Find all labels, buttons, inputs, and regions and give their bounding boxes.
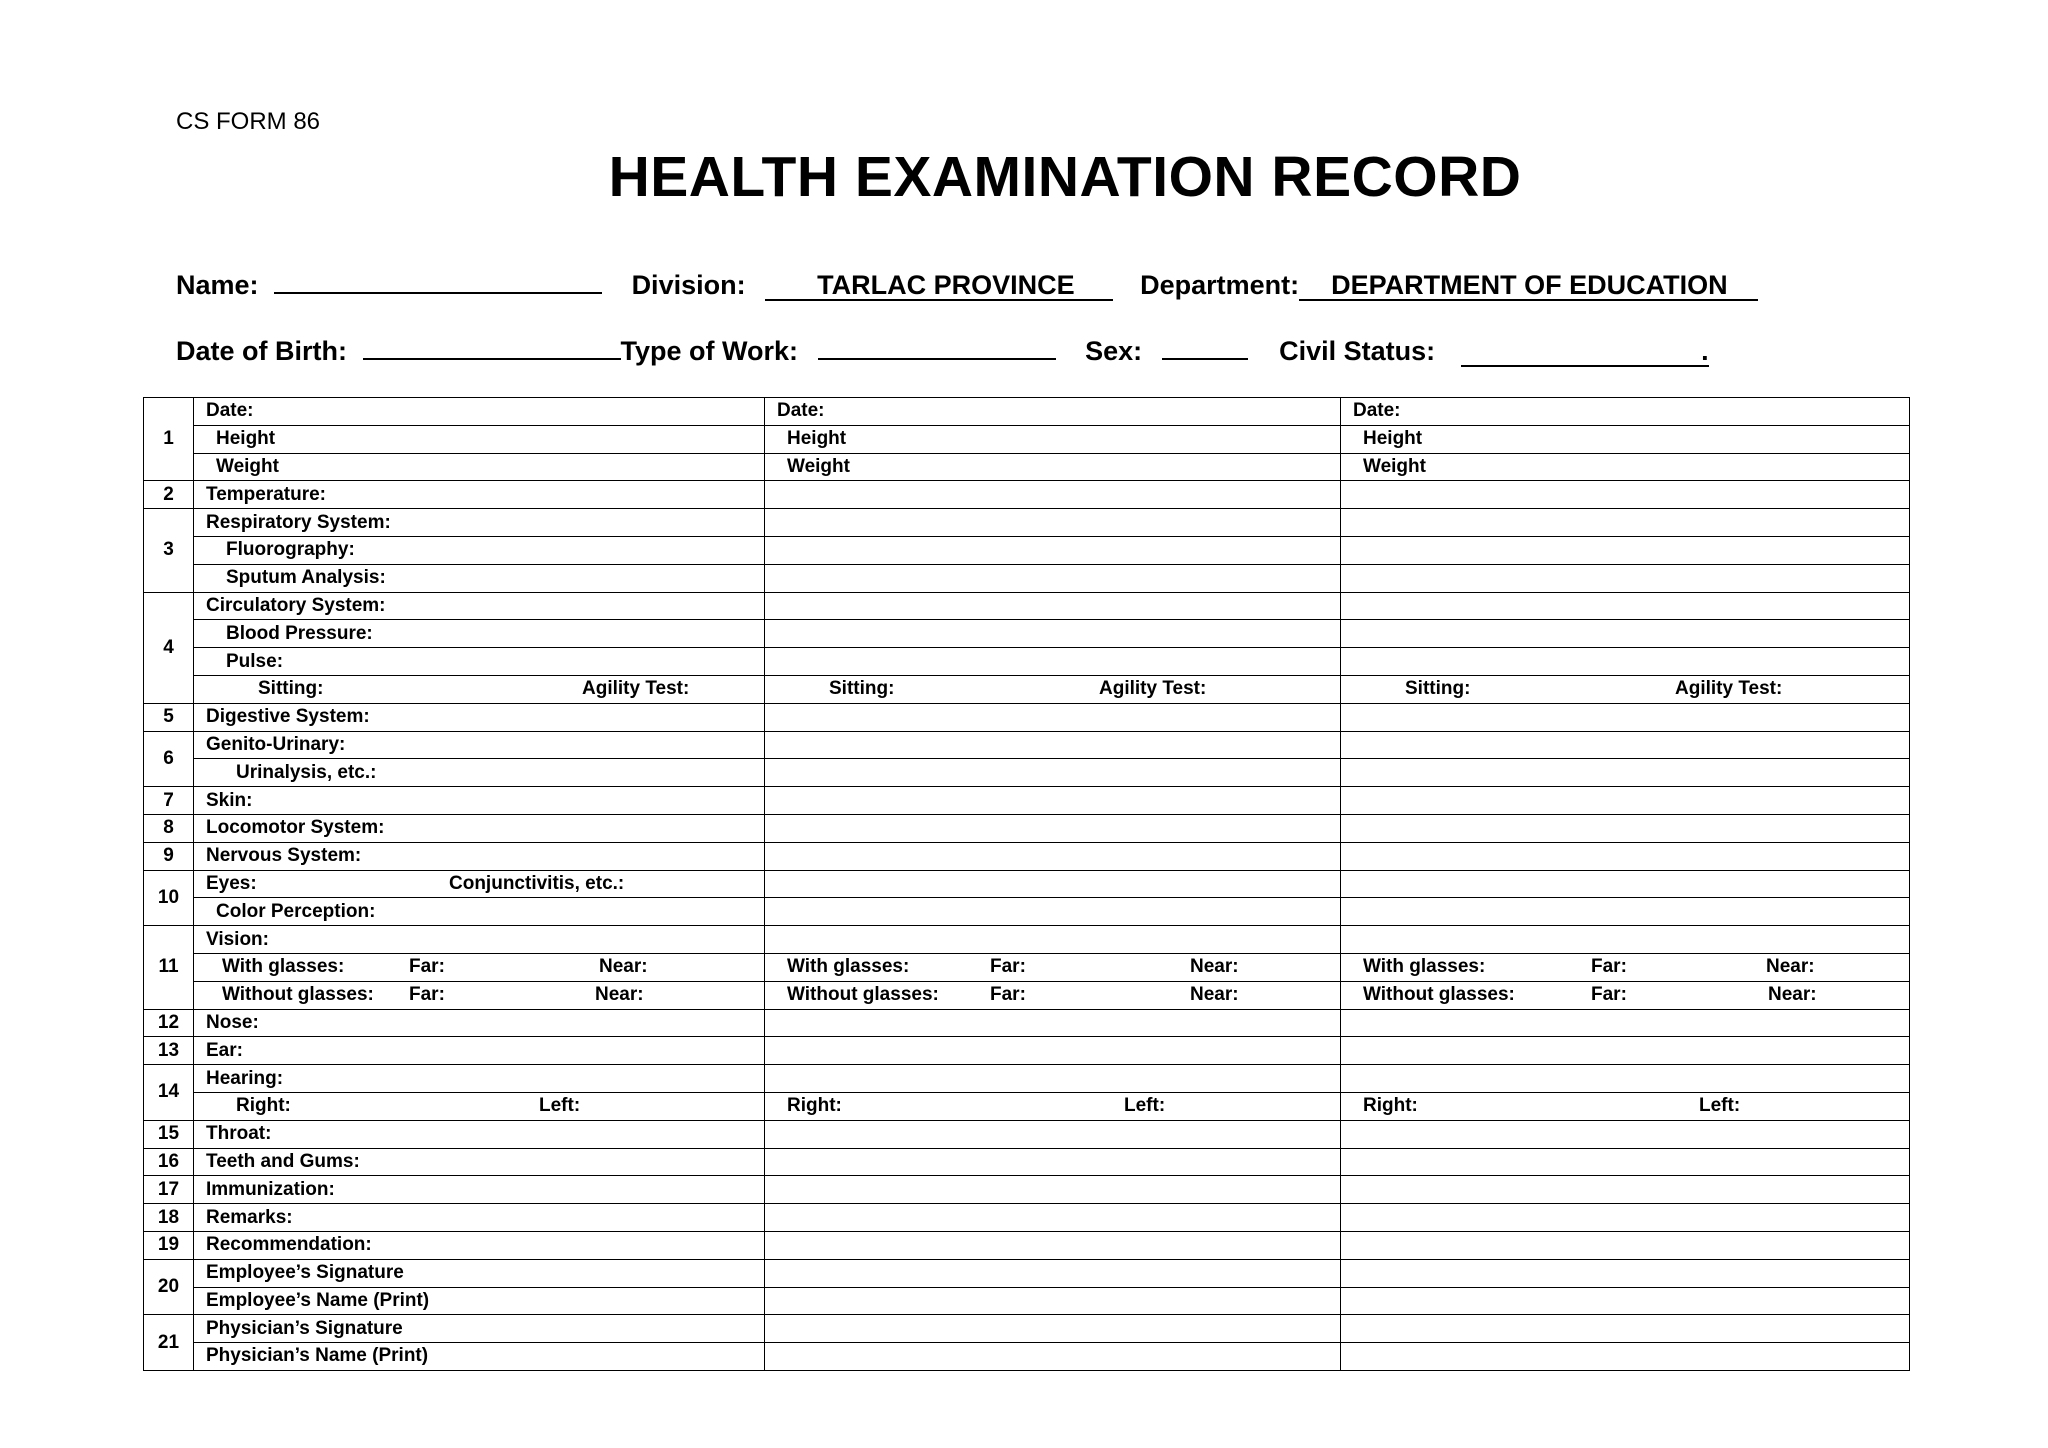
agility-label: Agility Test:	[582, 678, 690, 700]
entry-cell[interactable]	[765, 1120, 1341, 1148]
hearing-cell[interactable]	[1341, 1092, 1910, 1120]
table-row	[144, 398, 1910, 426]
employee-signature-label: Employee’s Signature	[194, 1259, 765, 1287]
entry-cell[interactable]	[1341, 926, 1910, 954]
row-number: 10	[144, 870, 194, 926]
table-row	[144, 1287, 1910, 1315]
sitting-agility-cell[interactable]	[194, 675, 765, 703]
entry-cell[interactable]	[1341, 509, 1910, 537]
genito-label: Genito-Urinary:	[194, 731, 765, 759]
without-glasses-label: Without glasses:	[787, 984, 939, 1006]
dob-label: Date of Birth:	[176, 336, 347, 366]
table-row	[144, 787, 1910, 815]
table-row	[144, 536, 1910, 564]
throat-label: Throat:	[194, 1120, 765, 1148]
row-number: 17	[144, 1176, 194, 1204]
agility-label: Agility Test:	[1675, 678, 1783, 700]
entry-cell[interactable]	[765, 731, 1341, 759]
row-number: 16	[144, 1148, 194, 1176]
employee-name-label: Employee’s Name (Print)	[194, 1287, 765, 1315]
row-number: 11	[144, 926, 194, 1009]
with-glasses-label: With glasses:	[787, 956, 910, 978]
table-row	[144, 564, 1910, 592]
name-label: Name:	[176, 270, 259, 300]
right-label: Right:	[787, 1095, 842, 1117]
work-label: Type of Work:	[620, 336, 799, 366]
eyes-cell	[194, 870, 765, 898]
with-glasses-cell[interactable]	[1341, 953, 1910, 981]
row-number: 9	[144, 842, 194, 870]
civil-status-field[interactable]	[1461, 337, 1709, 367]
table-row	[144, 1092, 1910, 1120]
entry-cell[interactable]	[1341, 870, 1910, 898]
color-perception-label: Color Perception:	[194, 898, 765, 926]
work-field[interactable]	[818, 332, 1056, 360]
sitting-label: Sitting:	[1405, 678, 1471, 700]
urinalysis-label: Urinalysis, etc.:	[194, 759, 765, 787]
hearing-cell[interactable]	[765, 1092, 1341, 1120]
far-label: Far:	[990, 984, 1026, 1006]
name-field[interactable]	[274, 266, 602, 294]
table-row	[144, 898, 1910, 926]
entry-cell[interactable]	[1341, 1037, 1910, 1065]
entry-cell[interactable]	[765, 1037, 1341, 1065]
ear-label: Ear:	[194, 1037, 765, 1065]
division-field[interactable]	[765, 271, 1113, 301]
near-label: Near:	[1768, 984, 1817, 1006]
health-record-table	[143, 397, 1910, 1371]
entry-cell[interactable]	[1341, 759, 1910, 787]
without-glasses-cell[interactable]	[194, 981, 765, 1009]
sex-field[interactable]	[1162, 332, 1248, 360]
conjunctivitis-label: Conjunctivitis, etc.:	[449, 872, 625, 894]
entry-cell[interactable]	[765, 926, 1341, 954]
entry-cell[interactable]	[1341, 814, 1910, 842]
entry-cell[interactable]	[765, 1176, 1341, 1204]
height-label: Height	[765, 425, 1341, 453]
date-label: Date:	[765, 398, 1341, 426]
with-glasses-label: With glasses:	[1363, 956, 1486, 978]
weight-label: Weight	[194, 453, 765, 481]
entry-cell[interactable]	[1341, 481, 1910, 509]
far-label: Far:	[409, 956, 445, 978]
table-row	[144, 481, 1910, 509]
entry-cell[interactable]	[1341, 620, 1910, 648]
weight-label: Weight	[1341, 453, 1910, 481]
hearing-cell[interactable]	[194, 1092, 765, 1120]
entry-cell[interactable]	[1341, 1176, 1910, 1204]
table-row	[144, 453, 1910, 481]
division-label: Division:	[631, 270, 746, 300]
table-row	[144, 509, 1910, 537]
table-row	[144, 1009, 1910, 1037]
division-value: TARLAC PROVINCE	[817, 270, 1075, 300]
height-label: Height	[1341, 425, 1910, 453]
near-label: Near:	[1190, 956, 1239, 978]
without-glasses-cell[interactable]	[765, 981, 1341, 1009]
row-number: 5	[144, 703, 194, 731]
table-row	[144, 953, 1910, 981]
entry-cell[interactable]	[765, 1204, 1341, 1232]
table-row	[144, 425, 1910, 453]
digestive-label: Digestive System:	[194, 703, 765, 731]
entry-cell[interactable]	[765, 536, 1341, 564]
entry-cell[interactable]	[1341, 731, 1910, 759]
without-glasses-label: Without glasses:	[222, 984, 374, 1006]
near-label: Near:	[1190, 984, 1239, 1006]
near-label: Near:	[595, 984, 644, 1006]
sputum-label: Sputum Analysis:	[194, 564, 765, 592]
dob-field[interactable]	[363, 332, 621, 360]
entry-cell[interactable]	[765, 1065, 1341, 1093]
teeth-label: Teeth and Gums:	[194, 1148, 765, 1176]
table-row	[144, 1315, 1910, 1343]
date-label: Date:	[1341, 398, 1910, 426]
civil-status-end: .	[1701, 336, 1709, 366]
right-label: Right:	[1363, 1095, 1418, 1117]
left-label: Left:	[1699, 1095, 1741, 1117]
entry-cell[interactable]	[765, 842, 1341, 870]
table-row	[144, 731, 1910, 759]
entry-cell[interactable]	[765, 1287, 1341, 1315]
nose-label: Nose:	[194, 1009, 765, 1037]
entry-cell[interactable]	[765, 1315, 1341, 1343]
far-label: Far:	[409, 984, 445, 1006]
row-number: 2	[144, 481, 194, 509]
row-number: 15	[144, 1120, 194, 1148]
entry-cell[interactable]	[765, 620, 1341, 648]
entry-cell[interactable]	[1341, 1259, 1910, 1287]
height-label: Height	[194, 425, 765, 453]
entry-cell[interactable]	[765, 898, 1341, 926]
table-row	[144, 1065, 1910, 1093]
entry-cell[interactable]	[1341, 1315, 1910, 1343]
entry-cell[interactable]	[765, 759, 1341, 787]
entry-cell[interactable]	[765, 592, 1341, 620]
nervous-label: Nervous System:	[194, 842, 765, 870]
table-row	[144, 1176, 1910, 1204]
recommendation-label: Recommendation:	[194, 1231, 765, 1259]
entry-cell[interactable]	[1341, 592, 1910, 620]
entry-cell[interactable]	[1341, 1009, 1910, 1037]
row-number: 14	[144, 1065, 194, 1121]
entry-cell[interactable]	[765, 509, 1341, 537]
table-row	[144, 703, 1910, 731]
row-number: 6	[144, 731, 194, 787]
with-glasses-label: With glasses:	[222, 956, 345, 978]
entry-cell[interactable]	[1341, 787, 1910, 815]
physician-signature-label: Physician’s Signature	[194, 1315, 765, 1343]
eyes-label: Eyes:	[206, 872, 257, 894]
row-number: 12	[144, 1009, 194, 1037]
weight-label: Weight	[765, 453, 1341, 481]
table-row	[144, 981, 1910, 1009]
table-row	[144, 1148, 1910, 1176]
entry-cell[interactable]	[765, 1148, 1341, 1176]
physician-name-label: Physician’s Name (Print)	[194, 1343, 765, 1371]
row-number: 4	[144, 592, 194, 703]
sitting-label: Sitting:	[258, 678, 324, 700]
entry-cell[interactable]	[765, 814, 1341, 842]
table-row	[144, 592, 1910, 620]
pulse-label: Pulse:	[194, 648, 765, 676]
near-label: Near:	[599, 956, 648, 978]
entry-cell[interactable]	[1341, 1120, 1910, 1148]
left-label: Left:	[1124, 1095, 1166, 1117]
row-number: 18	[144, 1204, 194, 1232]
sex-label: Sex:	[1085, 336, 1143, 366]
table-row	[144, 1343, 1910, 1371]
entry-cell[interactable]	[765, 1009, 1341, 1037]
entry-cell[interactable]	[1341, 1287, 1910, 1315]
entry-cell[interactable]	[765, 1343, 1341, 1371]
row-number: 7	[144, 787, 194, 815]
table-row	[144, 1231, 1910, 1259]
hearing-label: Hearing:	[194, 1065, 765, 1093]
sitting-label: Sitting:	[829, 678, 895, 700]
table-row	[144, 1037, 1910, 1065]
with-glasses-cell[interactable]	[765, 953, 1341, 981]
temperature-label: Temperature:	[194, 481, 765, 509]
entry-cell[interactable]	[765, 648, 1341, 676]
table-row	[144, 870, 1910, 898]
entry-cell[interactable]	[765, 870, 1341, 898]
department-value: DEPARTMENT OF EDUCATION	[1331, 270, 1728, 300]
without-glasses-cell[interactable]	[1341, 981, 1910, 1009]
table-row	[144, 1259, 1910, 1287]
far-label: Far:	[1591, 984, 1627, 1006]
entry-cell[interactable]	[765, 564, 1341, 592]
civil-status-label: Civil Status:	[1279, 336, 1436, 366]
far-label: Far:	[1591, 956, 1627, 978]
blood-pressure-label: Blood Pressure:	[194, 620, 765, 648]
row-number: 21	[144, 1315, 194, 1371]
immunization-label: Immunization:	[194, 1176, 765, 1204]
entry-cell[interactable]	[1341, 1148, 1910, 1176]
entry-cell[interactable]	[765, 703, 1341, 731]
row-number: 19	[144, 1231, 194, 1259]
entry-cell[interactable]	[1341, 1343, 1910, 1371]
table-row	[144, 1204, 1910, 1232]
date-label: Date:	[194, 398, 765, 426]
header-row-1	[176, 266, 1758, 301]
header-row-2	[176, 332, 1709, 367]
table-row	[144, 675, 1910, 703]
remarks-label: Remarks:	[194, 1204, 765, 1232]
agility-label: Agility Test:	[1099, 678, 1207, 700]
entry-cell[interactable]	[1341, 1231, 1910, 1259]
table-row	[144, 759, 1910, 787]
row-number: 13	[144, 1037, 194, 1065]
row-number: 8	[144, 814, 194, 842]
locomotor-label: Locomotor System:	[194, 814, 765, 842]
table-row	[144, 814, 1910, 842]
entry-cell[interactable]	[1341, 648, 1910, 676]
fluorography-label: Fluorography:	[194, 536, 765, 564]
skin-label: Skin:	[194, 787, 765, 815]
sitting-agility-cell[interactable]	[1341, 675, 1910, 703]
table-row	[144, 1120, 1910, 1148]
near-label: Near:	[1766, 956, 1815, 978]
left-label: Left:	[539, 1095, 581, 1117]
row-number: 1	[144, 398, 194, 481]
entry-cell[interactable]	[1341, 1065, 1910, 1093]
entry-cell[interactable]	[765, 1259, 1341, 1287]
form-code: CS FORM 86	[176, 108, 321, 135]
row-number: 20	[144, 1259, 194, 1315]
right-label: Right:	[236, 1095, 291, 1117]
table-row	[144, 648, 1910, 676]
entry-cell[interactable]	[1341, 536, 1910, 564]
table-row	[144, 842, 1910, 870]
entry-cell[interactable]	[1341, 1204, 1910, 1232]
table-row	[144, 926, 1910, 954]
entry-cell[interactable]	[1341, 898, 1910, 926]
department-label: Department:	[1140, 270, 1300, 300]
sitting-agility-cell[interactable]	[765, 675, 1341, 703]
with-glasses-cell[interactable]	[194, 953, 765, 981]
far-label: Far:	[990, 956, 1026, 978]
table-row	[144, 620, 1910, 648]
entry-cell[interactable]	[765, 481, 1341, 509]
entry-cell[interactable]	[1341, 842, 1910, 870]
respiratory-label: Respiratory System:	[194, 509, 765, 537]
entry-cell[interactable]	[765, 1231, 1341, 1259]
without-glasses-label: Without glasses:	[1363, 984, 1515, 1006]
circulatory-label: Circulatory System:	[194, 592, 765, 620]
page-title: HEALTH EXAMINATION RECORD	[608, 145, 1522, 209]
department-field[interactable]	[1299, 271, 1757, 301]
row-number: 3	[144, 509, 194, 592]
entry-cell[interactable]	[1341, 564, 1910, 592]
vision-label: Vision:	[194, 926, 765, 954]
entry-cell[interactable]	[1341, 703, 1910, 731]
entry-cell[interactable]	[765, 787, 1341, 815]
